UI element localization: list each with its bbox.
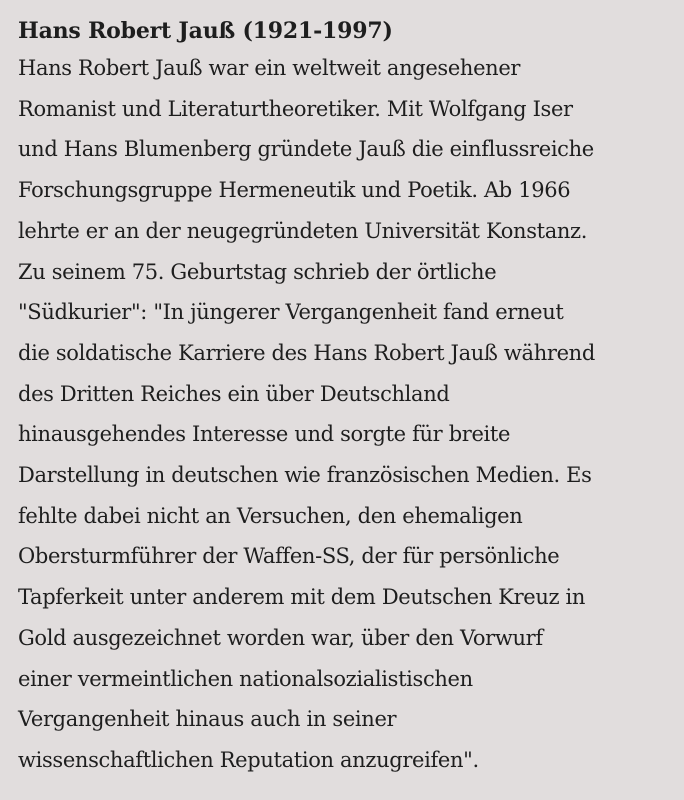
article-title: Hans Robert Jauß (1921-1997) <box>18 18 393 44</box>
body-line: des Dritten Reiches ein über Deutschland <box>18 381 450 406</box>
body-line: Romanist und Literaturtheoretiker. Mit Wolfgang Iser <box>18 96 573 121</box>
body-line: Forschungsgruppe Hermeneutik und Poetik. Ab 1966 <box>18 178 571 203</box>
body-line: Vergangenheit hinaus auch in seiner <box>18 707 397 732</box>
body-line: fehlte dabei nicht an Versuchen, den ehemaligen <box>18 503 523 528</box>
body-line: "Südkurier": "In jüngerer Vergangenheit fand erneut <box>18 300 564 325</box>
body-line: und Hans Blumenberg gründete Jauß die einflussreiche <box>18 137 594 162</box>
body-line: Hans Robert Jauß war ein weltweit angesehener <box>18 56 521 80</box>
body-line: Darstellung in deutschen wie französischen Medien. Es <box>18 463 592 488</box>
body-line: Gold ausgezeichnet worden war, über den Vorwurf <box>18 625 543 650</box>
body-line: Zu seinem 75. Geburtstag schrieb der örtliche <box>18 259 497 284</box>
body-line: die soldatische Karriere des Hans Robert Jauß während <box>18 340 595 365</box>
body-line: Obersturmführer der Waffen-SS, der für persönliche <box>18 544 560 569</box>
body-line: einer vermeintlichen nationalsozialistischen <box>18 666 473 691</box>
body-line: Tapferkeit unter anderem mit dem Deutschen Kreuz in <box>18 585 586 610</box>
body-line: hinausgehendes Interesse und sorgte für breite <box>18 422 511 447</box>
article-body <box>18 48 674 781</box>
body-line: lehrte er an der neugegründeten Universität Konstanz. <box>18 218 588 243</box>
body-line: wissenschaftlichen Reputation anzugreifen". <box>18 747 479 772</box>
